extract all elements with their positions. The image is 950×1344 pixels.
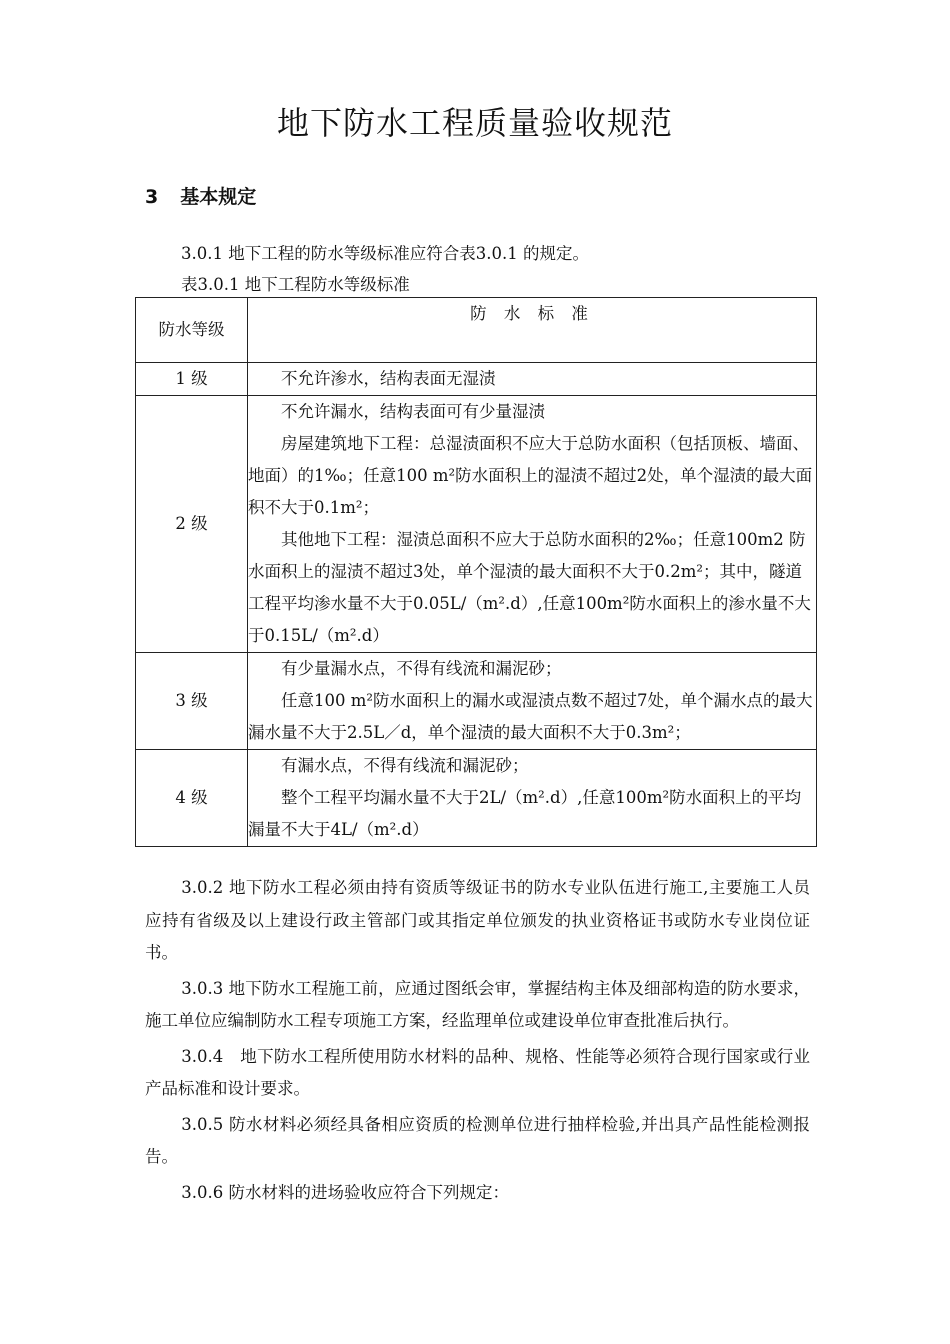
- standard-line: 有少量漏水点，不得有线流和漏泥砂；: [281, 659, 562, 678]
- standard-line: 不允许渗水，结构表面无湿渍: [281, 369, 496, 388]
- standard-line: 任意100 m²防水面积上的漏水或湿渍点数不超过7处，单个漏水点的最大漏水量不大于2.5L／d，单个湿渍的最大面积不大于0.3m²；: [248, 691, 813, 742]
- clause-3-0-1: 3.0.1 地下工程的防水等级标准应符合表3.0.1 的规定。: [181, 244, 589, 263]
- clause-3-0-5: 3.0.5 防水材料必须经具备相应资质的检测单位进行抽样检验,并出具产品性能检测报告。: [145, 1114, 810, 1166]
- header-standard-cell: 防 水 标 准: [248, 298, 817, 363]
- clause-3-0-2: 3.0.2 地下防水工程必须由持有资质等级证书的防水专业队伍进行施工,主要施工人员应持有省级及以上建设行政主管部门或其指定单位颁发的执业资格证书或防水专业岗位证书。: [145, 878, 810, 962]
- section-title: 基本规定: [180, 186, 257, 208]
- standard-line: 其他地下工程：湿渍总面积不应大于总防水面积的2‰；任意100m2 防水面积上的湿渍不超过3处，单个湿渍的最大面积不大于0.2m²；其中，隧道工程平均渗水量不大于0.05L/（m².d）,任意100m²防水面积上的渗水量不大于0.15L/（m².d）: [248, 530, 811, 645]
- standard-line: 不允许漏水，结构表面可有少量湿渍: [281, 402, 545, 421]
- waterproof-grade-table: [135, 297, 817, 847]
- level-cell: 3 级: [136, 653, 248, 750]
- standard-line: 有漏水点，不得有线流和漏泥砂；: [281, 756, 529, 775]
- header-level-cell: 防水等级: [136, 298, 248, 363]
- level-cell: 2 级: [136, 396, 248, 653]
- table-caption: 表3.0.1 地下工程防水等级标准: [181, 275, 410, 294]
- standard-cell: [248, 653, 817, 750]
- standard-cell: [248, 396, 817, 653]
- document-title: 地下防水工程质量验收规范: [276, 104, 673, 142]
- standard-cell: [248, 363, 817, 396]
- table-row: [136, 396, 817, 653]
- standard-cell: [248, 750, 817, 847]
- standard-line: 房屋建筑地下工程：总湿渍面积不应大于总防水面积（包括顶板、墙面、地面）的1‰；任意100 m²防水面积上的湿渍不超过2处，单个湿渍的最大面积不大于0.1m²；: [248, 434, 813, 517]
- clauses-body: [145, 872, 810, 1212]
- standard-line: 整个工程平均漏水量不大于2L/（m².d）,任意100m²防水面积上的平均漏量不大于4L/（m².d）: [248, 788, 802, 839]
- section-heading: [145, 182, 256, 209]
- clause-3-0-6: 3.0.6 防水材料的进场验收应符合下列规定：: [181, 1182, 510, 1202]
- table-row: [136, 653, 817, 750]
- table-header-row: [136, 298, 817, 363]
- section-number: 3: [145, 186, 159, 208]
- level-cell: 4 级: [136, 750, 248, 847]
- level-cell: 1 级: [136, 363, 248, 396]
- clause-3-0-4: 3.0.4 地下防水工程所使用防水材料的品种、规格、性能等必须符合现行国家或行业产品标准和设计要求。: [145, 1046, 810, 1098]
- table-row: [136, 750, 817, 847]
- clause-3-0-3: 3.0.3 地下防水工程施工前，应通过图纸会审，掌握结构主体及细部构造的防水要求，施工单位应编制防水工程专项施工方案，经监理单位或建设单位审查批准后执行。: [145, 978, 810, 1030]
- table-row: [136, 363, 817, 396]
